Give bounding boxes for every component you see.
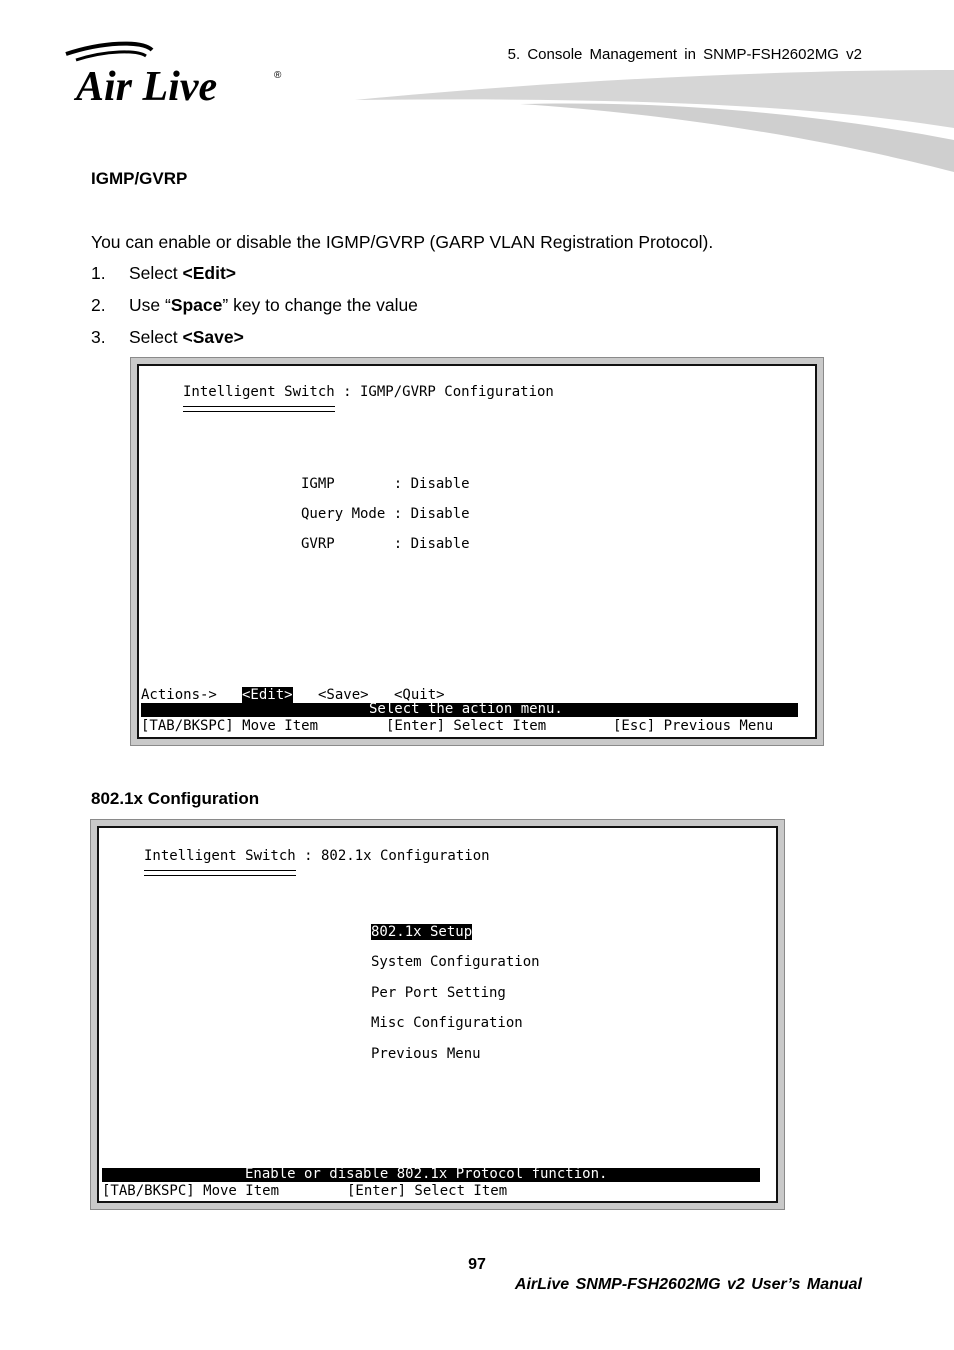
terminal-screen [137,364,817,739]
status-text: Enable or disable 802.1x Protocol function. [245,1166,608,1182]
actions-label: Actions-> [141,687,217,703]
igmp-terminal-screenshot [130,357,824,746]
dot1x-terminal-screenshot [90,819,785,1210]
help-select: [Enter] Select Item [347,1183,508,1199]
action-save[interactable]: <Save> [318,687,369,703]
menu-system-configuration[interactable]: System Configuration [371,954,540,970]
help-previous: [Esc] Previous Menu [613,718,774,734]
help-move: [TAB/BKSPC] Move Item [141,718,319,734]
help-move: [TAB/BKSPC] Move Item [102,1183,280,1199]
page-number: 97 [468,1256,486,1273]
terminal-title: Intelligent Switch : 802.1x Configuration [144,848,490,864]
igmp-heading: IGMP/GVRP [91,169,188,188]
menu-previous-menu[interactable]: Previous Menu [371,1046,481,1062]
action-quit[interactable]: <Quit> [394,687,445,703]
action-edit[interactable]: <Edit> [242,687,293,703]
field-igmp[interactable]: IGMP : Disable [301,476,470,492]
status-bar [141,703,798,717]
help-select: [Enter] Select Item [386,718,547,734]
step-number: 2. [91,295,106,315]
igmp-intro: You can enable or disable the IGMP/GVRP (GARP VLAN Registration Protocol). [91,232,714,252]
step-number: 3. [91,327,106,347]
terminal-screen [97,826,778,1203]
igmp-step-2: 2. Use “Space” key to change the value [91,295,418,315]
field-gvrp[interactable]: GVRP : Disable [301,536,470,552]
manual-title: AirLive SNMP-FSH2602MG v2 User’s Manual [514,1276,862,1293]
field-query-mode[interactable]: Query Mode : Disable [301,506,470,522]
logo-wordmark: Air Live [76,64,218,110]
title-underline [183,406,335,412]
igmp-step-3: 3. Select <Save> [91,327,244,347]
chapter-header: 5. Console Management in SNMP-FSH2602MG v2 [507,46,862,63]
registered-mark: ® [274,70,282,81]
igmp-step-1: 1. Select <Edit> [91,263,236,283]
menu-misc-configuration[interactable]: Misc Configuration [371,1015,523,1031]
menu-8021x-setup[interactable]: 802.1x Setup [371,924,473,940]
status-bar [102,1168,760,1182]
dot1x-heading: 802.1x Configuration [91,789,260,808]
step-number: 1. [91,263,106,283]
status-text: Select the action menu. [369,701,563,717]
airlive-logo [62,40,292,110]
title-underline [144,870,296,876]
menu-per-port-setting[interactable]: Per Port Setting [371,985,506,1001]
terminal-title: Intelligent Switch : IGMP/GVRP Configuration [183,384,554,400]
